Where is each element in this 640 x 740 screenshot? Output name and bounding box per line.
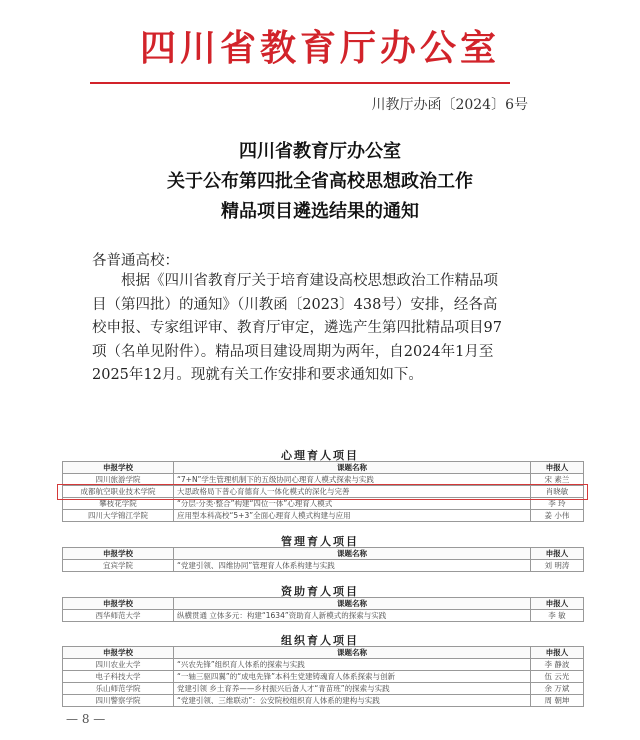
cell-project: “党建引领、四维协同”管理育人体系构建与实践 — [174, 560, 531, 572]
table-row — [63, 610, 584, 622]
cell-school: 四川旅游学院 — [63, 474, 174, 486]
project-table — [62, 646, 584, 707]
cell-project: “党建引领、三维联动”：公安院校组织育人体系的建构与实践 — [174, 695, 531, 707]
cell-project: “7+N”学生管理机制下的五级协同心理育人模式探索与实践 — [174, 474, 531, 486]
cell-project: “一轴三驱四翼”的“成电先锋”本科生党建铸魂育人体系探索与创新 — [174, 671, 531, 683]
cell-school: 四川农业大学 — [63, 659, 174, 671]
header-project: 课题名称 — [174, 598, 531, 610]
header-project: 课题名称 — [174, 548, 531, 560]
project-table — [62, 597, 584, 622]
cell-project: “兴农先锋”组织育人体系的探索与实践 — [174, 659, 531, 671]
header-applicant: 申报人 — [531, 647, 584, 659]
header-applicant: 申报人 — [531, 598, 584, 610]
document-title-line-1: 四川省教育厅办公室 — [239, 141, 401, 162]
section-title: 组织育人项目 — [281, 634, 359, 647]
table-row — [63, 671, 584, 683]
cell-school: 四川大学锦江学院 — [63, 510, 174, 522]
cell-school: 乐山师范学院 — [63, 683, 174, 695]
table-row — [63, 659, 584, 671]
cell-applicant: 宋 素兰 — [531, 474, 584, 486]
header-school: 申报学校 — [63, 647, 174, 659]
document-title-line-3: 精品项目遴选结果的通知 — [221, 201, 419, 222]
project-table — [62, 547, 584, 572]
table-header-row — [63, 548, 584, 560]
table-row — [63, 560, 584, 572]
salutation: 各普通高校： — [92, 253, 179, 269]
cell-applicant: 姜 小伟 — [531, 510, 584, 522]
cell-school: 西华师范大学 — [63, 610, 174, 622]
cell-school: 电子科技大学 — [63, 671, 174, 683]
cell-applicant: 李 静波 — [531, 659, 584, 671]
cell-project: 应用型本科高校“5+3”全面心理育人模式构建与应用 — [174, 510, 531, 522]
cell-applicant: 李 敏 — [531, 610, 584, 622]
cell-project: 党建引领 乡土育养——乡村振兴后备人才“青苗班”的探索与实践 — [174, 683, 531, 695]
letterhead-divider — [90, 82, 510, 84]
cell-school: 攀枝花学院 — [63, 498, 174, 510]
table-header-row — [63, 647, 584, 659]
table-row — [63, 510, 584, 522]
header-school: 申报学校 — [63, 548, 174, 560]
table-row — [63, 695, 584, 707]
header-school: 申报学校 — [63, 598, 174, 610]
highlight-box — [57, 484, 588, 500]
table-header-row — [63, 462, 584, 474]
header-project: 课题名称 — [174, 462, 531, 474]
cell-applicant: 周 朝坤 — [531, 695, 584, 707]
cell-school: 四川警察学院 — [63, 695, 174, 707]
page-number: — 8 — — [66, 712, 106, 726]
cell-project: 纵横贯通 立体多元：构建“1634”资助育人新模式的探索与实践 — [174, 610, 531, 622]
section-title: 管理育人项目 — [281, 535, 359, 548]
cell-applicant: 余 万斌 — [531, 683, 584, 695]
table-row — [63, 683, 584, 695]
section-title: 心理育人项目 — [281, 449, 359, 462]
cell-project: 大思政格局下普心育德育人一体化模式的深化与完善 — [174, 486, 531, 498]
header-applicant: 申报人 — [531, 548, 584, 560]
header-school: 申报学校 — [63, 462, 174, 474]
section-title: 资助育人项目 — [281, 585, 359, 598]
cell-applicant: 李 玲 — [531, 498, 584, 510]
cell-applicant: 刘 明涛 — [531, 560, 584, 572]
cell-school: 宜宾学院 — [63, 560, 174, 572]
header-project: 课题名称 — [174, 647, 531, 659]
body-paragraph: 根据《四川省教育厅关于培育建设高校思想政治工作精品项目（第四批）的通知》（川教函〔2023〕438号）安排，经各高校申报、专家组评审、教育厅审定，遴选产生第四批精品项目97项（名单见附件）。精品项目建设周期为两年，自2024年1月至2025年12月。现就有关工作安排和要求通知如下。 — [92, 273, 502, 383]
cell-project: “分层·分类·整合”构建“四位一体”心理育人模式 — [174, 498, 531, 510]
header-applicant: 申报人 — [531, 462, 584, 474]
cell-applicant: 肖晓敏 — [531, 486, 584, 498]
letterhead: 四川省教育厅办公室 — [139, 27, 500, 69]
cell-school: 成都航空职业技术学院 — [63, 486, 174, 498]
cell-applicant: 伍 云光 — [531, 671, 584, 683]
table-header-row — [63, 598, 584, 610]
document-number: 川教厅办函〔2024〕6号 — [371, 97, 528, 113]
document-title-line-2: 关于公布第四批全省高校思想政治工作 — [167, 171, 473, 192]
